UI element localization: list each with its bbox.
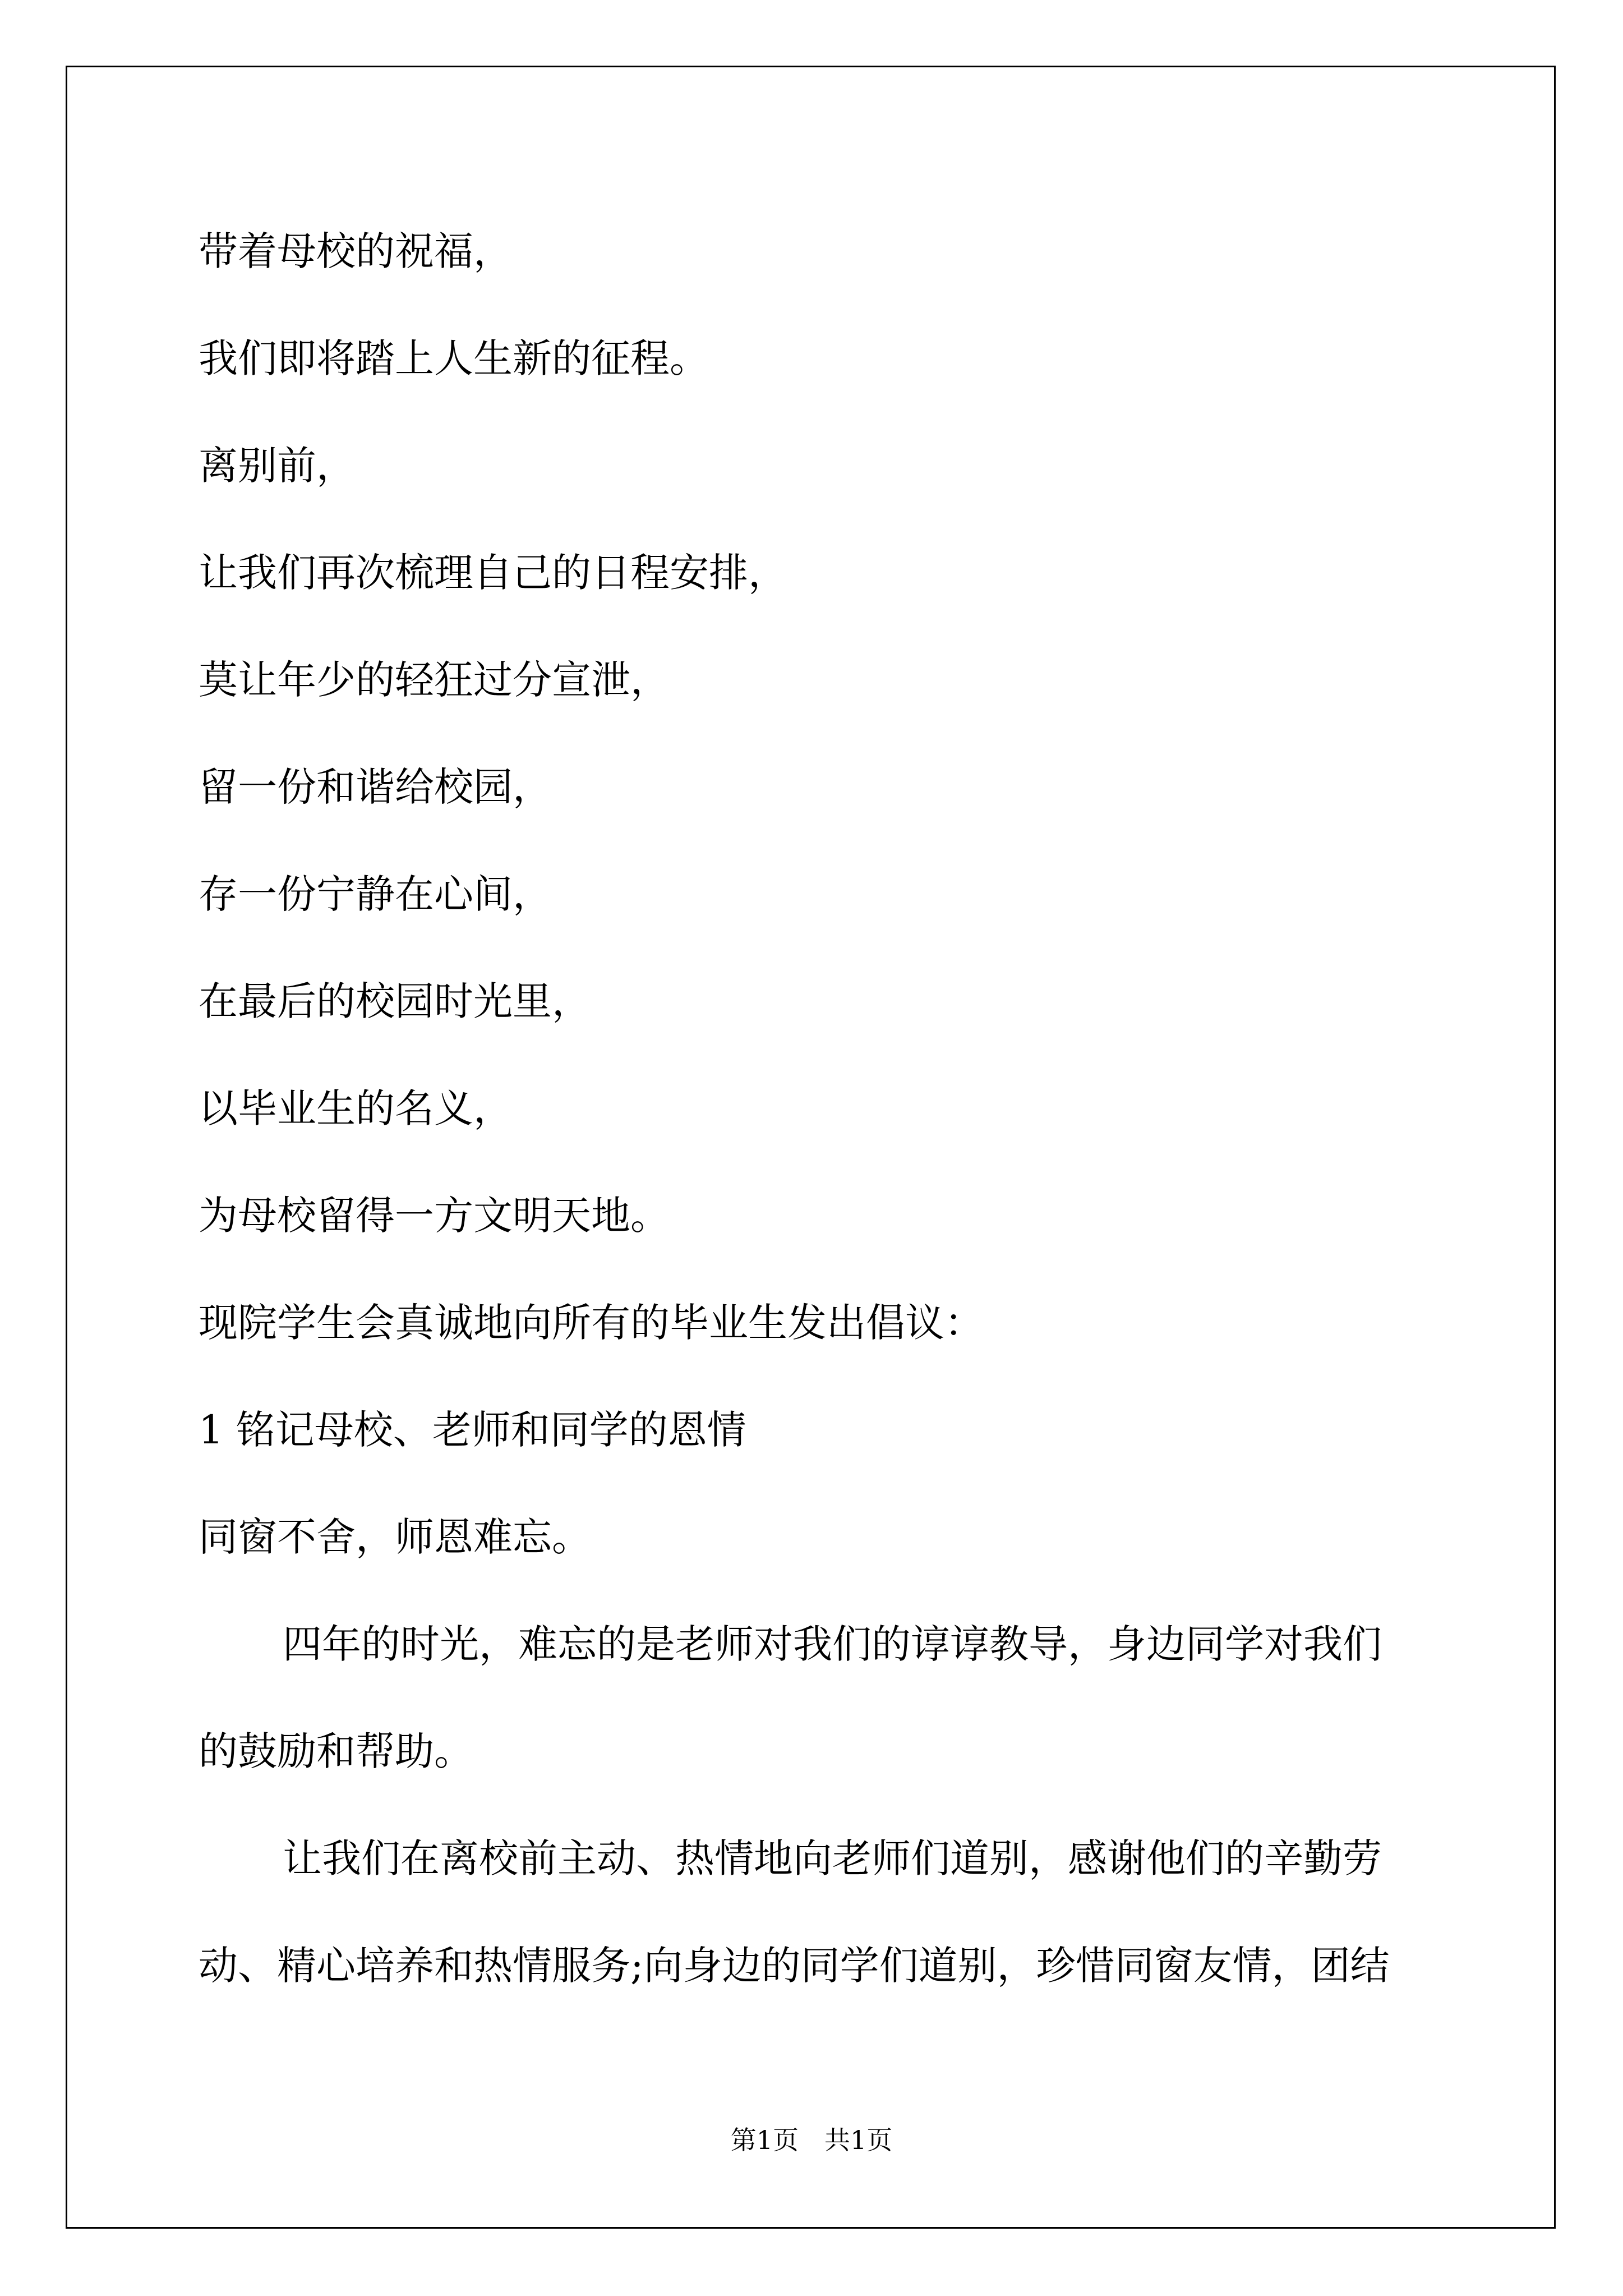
text-line: 带着母校的祝福， (199, 228, 513, 274)
text-line: 动、精心培养和热情服务;向身边的同学们道别，珍惜同窗友情，团结 (199, 1943, 1390, 1989)
text-line: 以毕业生的名义， (199, 1085, 513, 1131)
text-line: 为母校留得一方文明天地。 (199, 1193, 670, 1239)
text-line: 的鼓励和帮助。 (199, 1728, 473, 1774)
text-line: 让我们在离校前主动、热情地向老师们道别，感谢他们的辛勤劳 (283, 1835, 1382, 1881)
text-line: 留一份和谐给校园， (199, 764, 552, 810)
text-line: 存一份宁静在心间， (199, 871, 552, 917)
text-line: 在最后的校园时光里， (199, 978, 591, 1024)
text-line: 同窗不舍，师恩难忘。 (199, 1514, 591, 1560)
text-line: 现院学生会真诚地向所有的毕业生发出倡议： (199, 1300, 984, 1346)
text-line: 让我们再次梳理自己的日程安排， (199, 550, 787, 596)
text-line: 1 铭记母校、老师和同学的恩情 (199, 1407, 746, 1453)
text-line: 四年的时光，难忘的是老师对我们的谆谆教导，身边同学对我们 (283, 1621, 1382, 1667)
text-line: 离别前， (199, 443, 356, 489)
text-line: 我们即将踏上人生新的征程。 (199, 335, 709, 381)
page-number: 第1页 共1页 (730, 2125, 893, 2155)
text-line: 莫让年少的轻狂过分宣泄， (199, 657, 670, 703)
